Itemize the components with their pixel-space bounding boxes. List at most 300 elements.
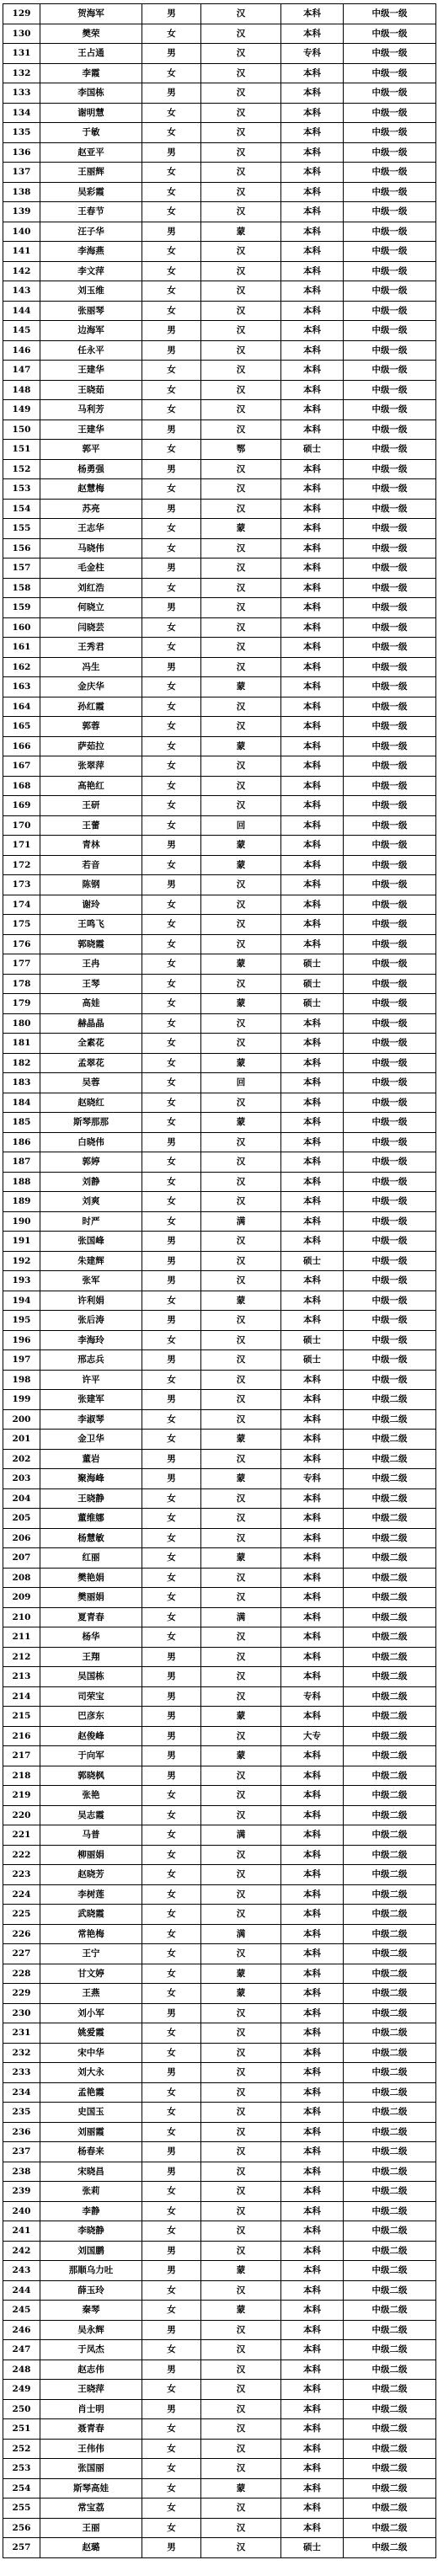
row-number-cell: 207 xyxy=(3,1548,40,1569)
table-row xyxy=(3,1905,436,1925)
rank-cell: 中级一级 xyxy=(344,301,436,321)
education-cell: 本科 xyxy=(281,1825,344,1846)
gender-cell: 男 xyxy=(142,1350,201,1371)
rank-cell: 中级一级 xyxy=(344,1113,436,1133)
table-row xyxy=(3,638,436,658)
education-cell: 本科 xyxy=(281,2241,344,2261)
name-cell: 刘大永 xyxy=(40,2063,142,2083)
rank-cell: 中级一级 xyxy=(344,915,436,935)
ethnicity-cell: 汉 xyxy=(201,1568,281,1588)
ethnicity-cell: 汉 xyxy=(201,479,281,500)
gender-cell: 女 xyxy=(142,2301,201,2321)
rank-cell: 中级一级 xyxy=(344,1053,436,1073)
row-number-cell: 195 xyxy=(3,1311,40,1331)
ethnicity-cell: 汉 xyxy=(201,2023,281,2044)
name-cell: 斯琴高娃 xyxy=(40,2478,142,2499)
table-row xyxy=(3,2082,436,2103)
ethnicity-cell: 汉 xyxy=(201,142,281,163)
row-number-cell: 166 xyxy=(3,736,40,756)
name-cell: 何晓立 xyxy=(40,598,142,618)
rank-cell: 中级二级 xyxy=(344,2142,436,2162)
row-number-cell: 251 xyxy=(3,2419,40,2440)
education-cell: 本科 xyxy=(281,2023,344,2044)
table-row xyxy=(3,321,436,341)
table-row xyxy=(3,2439,436,2459)
gender-cell: 女 xyxy=(142,163,201,183)
row-number-cell: 189 xyxy=(3,1192,40,1212)
table-row xyxy=(3,1232,436,1252)
education-cell: 本科 xyxy=(281,2499,344,2519)
table-row xyxy=(3,1944,436,1964)
gender-cell: 女 xyxy=(142,538,201,558)
name-cell: 汪子华 xyxy=(40,222,142,242)
education-cell: 本科 xyxy=(281,1865,344,1885)
ethnicity-cell: 汉 xyxy=(201,697,281,717)
gender-cell: 男 xyxy=(142,657,201,677)
education-cell: 本科 xyxy=(281,1409,344,1430)
rank-cell: 中级二级 xyxy=(344,2063,436,2083)
table-row xyxy=(3,24,436,44)
education-cell: 本科 xyxy=(281,815,344,836)
table-row xyxy=(3,123,436,143)
ethnicity-cell: 汉 xyxy=(201,2082,281,2103)
rank-cell: 中级二级 xyxy=(344,1409,436,1430)
gender-cell: 女 xyxy=(142,2499,201,2519)
name-cell: 李晓静 xyxy=(40,2221,142,2242)
rank-cell: 中级一级 xyxy=(344,1370,436,1390)
rank-cell: 中级一级 xyxy=(344,1350,436,1371)
education-cell: 本科 xyxy=(281,1509,344,1529)
education-cell: 本科 xyxy=(281,1905,344,1925)
table-row xyxy=(3,1707,436,1727)
gender-cell: 女 xyxy=(142,974,201,994)
row-number-cell: 228 xyxy=(3,1964,40,1984)
table-row xyxy=(3,1667,436,1687)
name-cell: 王建华 xyxy=(40,420,142,440)
gender-cell: 女 xyxy=(142,202,201,222)
table-row xyxy=(3,836,436,856)
ethnicity-cell: 汉 xyxy=(201,1905,281,1925)
name-cell: 朱建辉 xyxy=(40,1251,142,1271)
rank-cell: 中级二级 xyxy=(344,2221,436,2242)
name-cell: 薛玉玲 xyxy=(40,2280,142,2301)
row-number-cell: 148 xyxy=(3,380,40,400)
rank-cell: 中级一级 xyxy=(344,994,436,1014)
rank-cell: 中级一级 xyxy=(344,1311,436,1331)
row-number-cell: 197 xyxy=(3,1350,40,1371)
name-cell: 李海玲 xyxy=(40,1330,142,1350)
table-row xyxy=(3,2320,436,2340)
name-cell: 高娃 xyxy=(40,994,142,1014)
rank-cell: 中级一级 xyxy=(344,1192,436,1212)
table-row xyxy=(3,934,436,954)
gender-cell: 女 xyxy=(142,1845,201,1865)
gender-cell: 女 xyxy=(142,380,201,400)
education-cell: 本科 xyxy=(281,1152,344,1173)
ethnicity-cell: 汉 xyxy=(201,2360,281,2380)
gender-cell: 女 xyxy=(142,2518,201,2538)
row-number-cell: 170 xyxy=(3,815,40,836)
row-number-cell: 242 xyxy=(3,2241,40,2261)
name-cell: 郭蓉 xyxy=(40,717,142,737)
name-cell: 王晓萍 xyxy=(40,2380,142,2400)
ethnicity-cell: 汉 xyxy=(201,2459,281,2479)
ethnicity-cell: 汉 xyxy=(201,2063,281,2083)
ethnicity-cell: 汉 xyxy=(201,2439,281,2459)
row-number-cell: 200 xyxy=(3,1409,40,1430)
ethnicity-cell: 汉 xyxy=(201,1152,281,1173)
gender-cell: 男 xyxy=(142,1390,201,1410)
table-row xyxy=(3,361,436,381)
education-cell: 本科 xyxy=(281,1707,344,1727)
table-row xyxy=(3,2182,436,2202)
row-number-cell: 136 xyxy=(3,142,40,163)
education-cell: 本科 xyxy=(281,163,344,183)
table-row xyxy=(3,261,436,281)
gender-cell: 女 xyxy=(142,1152,201,1173)
education-cell: 本科 xyxy=(281,242,344,262)
gender-cell: 女 xyxy=(142,2478,201,2499)
row-number-cell: 155 xyxy=(3,519,40,539)
education-cell: 专科 xyxy=(281,1686,344,1707)
gender-cell: 男 xyxy=(142,222,201,242)
row-number-cell: 187 xyxy=(3,1152,40,1173)
ethnicity-cell: 汉 xyxy=(201,1350,281,1371)
education-cell: 本科 xyxy=(281,4,344,24)
row-number-cell: 165 xyxy=(3,717,40,737)
education-cell: 本科 xyxy=(281,2439,344,2459)
ethnicity-cell: 汉 xyxy=(201,1132,281,1152)
ethnicity-cell: 汉 xyxy=(201,2142,281,2162)
rank-cell: 中级二级 xyxy=(344,1548,436,1569)
table-row xyxy=(3,756,436,777)
row-number-cell: 220 xyxy=(3,1805,40,1825)
table-row xyxy=(3,519,436,539)
education-cell: 本科 xyxy=(281,2221,344,2242)
name-cell: 常宝荔 xyxy=(40,2499,142,2519)
name-cell: 柳丽娟 xyxy=(40,1845,142,1865)
ethnicity-cell: 汉 xyxy=(201,1944,281,1964)
row-number-cell: 243 xyxy=(3,2261,40,2281)
table-row xyxy=(3,2399,436,2419)
education-cell: 本科 xyxy=(281,519,344,539)
education-cell: 本科 xyxy=(281,499,344,519)
rank-cell: 中级二级 xyxy=(344,1766,436,1786)
table-row xyxy=(3,400,436,420)
table-row xyxy=(3,2122,436,2142)
ethnicity-cell: 汉 xyxy=(201,2182,281,2202)
name-cell: 邢志兵 xyxy=(40,1350,142,1371)
row-number-cell: 206 xyxy=(3,1528,40,1548)
row-number-cell: 196 xyxy=(3,1330,40,1350)
gender-cell: 男 xyxy=(142,2538,201,2558)
ethnicity-cell: 汉 xyxy=(201,875,281,895)
education-cell: 本科 xyxy=(281,1805,344,1825)
gender-cell: 男 xyxy=(142,1132,201,1152)
row-number-cell: 181 xyxy=(3,1034,40,1054)
ethnicity-cell: 汉 xyxy=(201,163,281,183)
education-cell: 本科 xyxy=(281,1884,344,1905)
rank-cell: 中级一级 xyxy=(344,875,436,895)
gender-cell: 女 xyxy=(142,2340,201,2360)
ethnicity-cell: 汉 xyxy=(201,1232,281,1252)
ethnicity-cell: 蒙 xyxy=(201,1746,281,1766)
ethnicity-cell: 汉 xyxy=(201,756,281,777)
gender-cell: 女 xyxy=(142,2082,201,2103)
row-number-cell: 152 xyxy=(3,459,40,479)
name-cell: 杨慧敏 xyxy=(40,1528,142,1548)
education-cell: 本科 xyxy=(281,776,344,796)
education-cell: 本科 xyxy=(281,677,344,697)
education-cell: 本科 xyxy=(281,2142,344,2162)
table-row xyxy=(3,1350,436,1371)
ethnicity-cell: 汉 xyxy=(201,1172,281,1192)
education-cell: 本科 xyxy=(281,2340,344,2360)
education-cell: 硕士 xyxy=(281,974,344,994)
row-number-cell: 163 xyxy=(3,677,40,697)
row-number-cell: 179 xyxy=(3,994,40,1014)
name-cell: 赵亚平 xyxy=(40,142,142,163)
name-cell: 王建华 xyxy=(40,361,142,381)
row-number-cell: 142 xyxy=(3,261,40,281)
row-number-cell: 218 xyxy=(3,1766,40,1786)
table-row xyxy=(3,63,436,83)
row-number-cell: 211 xyxy=(3,1627,40,1648)
ethnicity-cell: 满 xyxy=(201,1825,281,1846)
row-number-cell: 131 xyxy=(3,44,40,64)
name-cell: 李文萍 xyxy=(40,261,142,281)
row-number-cell: 156 xyxy=(3,538,40,558)
table-row xyxy=(3,2478,436,2499)
table-row xyxy=(3,1825,436,1846)
ethnicity-cell: 汉 xyxy=(201,2241,281,2261)
ethnicity-cell: 汉 xyxy=(201,400,281,420)
rank-cell: 中级二级 xyxy=(344,1449,436,1469)
table-row xyxy=(3,558,436,579)
ethnicity-cell: 汉 xyxy=(201,2003,281,2023)
rank-cell: 中级二级 xyxy=(344,1924,436,1944)
ethnicity-cell: 蒙 xyxy=(201,994,281,1014)
rank-cell: 中级一级 xyxy=(344,538,436,558)
rank-cell: 中级一级 xyxy=(344,479,436,500)
rank-cell: 中级一级 xyxy=(344,1291,436,1311)
table-row xyxy=(3,1430,436,1450)
table-row xyxy=(3,1113,436,1133)
education-cell: 本科 xyxy=(281,1271,344,1291)
row-number-cell: 139 xyxy=(3,202,40,222)
name-cell: 刘红浩 xyxy=(40,578,142,598)
gender-cell: 女 xyxy=(142,1825,201,1846)
rank-cell: 中级一级 xyxy=(344,736,436,756)
gender-cell: 女 xyxy=(142,1093,201,1113)
gender-cell: 女 xyxy=(142,1172,201,1192)
education-cell: 本科 xyxy=(281,578,344,598)
name-cell: 张翠萍 xyxy=(40,756,142,777)
education-cell: 本科 xyxy=(281,2201,344,2221)
rank-cell: 中级二级 xyxy=(344,1469,436,1489)
rank-cell: 中级一级 xyxy=(344,1132,436,1152)
education-cell: 本科 xyxy=(281,261,344,281)
rank-cell: 中级二级 xyxy=(344,1488,436,1509)
name-cell: 夏青春 xyxy=(40,1607,142,1627)
education-cell: 本科 xyxy=(281,875,344,895)
gender-cell: 女 xyxy=(142,717,201,737)
ethnicity-cell: 蒙 xyxy=(201,836,281,856)
table-row xyxy=(3,1192,436,1212)
rank-cell: 中级二级 xyxy=(344,2320,436,2340)
ethnicity-cell: 汉 xyxy=(201,1449,281,1469)
gender-cell: 男 xyxy=(142,340,201,361)
gender-cell: 男 xyxy=(142,2162,201,2182)
rank-cell: 中级一级 xyxy=(344,657,436,677)
education-cell: 本科 xyxy=(281,697,344,717)
row-number-cell: 224 xyxy=(3,1884,40,1905)
name-cell: 宋晓昌 xyxy=(40,2162,142,2182)
gender-cell: 男 xyxy=(142,420,201,440)
rank-cell: 中级一级 xyxy=(344,242,436,262)
rank-cell: 中级一级 xyxy=(344,400,436,420)
ethnicity-cell: 汉 xyxy=(201,1667,281,1687)
table-row xyxy=(3,1528,436,1548)
table-row xyxy=(3,2340,436,2360)
name-cell: 于凤杰 xyxy=(40,2340,142,2360)
ethnicity-cell: 汉 xyxy=(201,796,281,816)
name-cell: 樊丽娟 xyxy=(40,1588,142,1608)
education-cell: 本科 xyxy=(281,1093,344,1113)
row-number-cell: 150 xyxy=(3,420,40,440)
education-cell: 本科 xyxy=(281,1984,344,2004)
education-cell: 本科 xyxy=(281,1488,344,1509)
rank-cell: 中级一级 xyxy=(344,1251,436,1271)
table-row xyxy=(3,1686,436,1707)
name-cell: 边海军 xyxy=(40,321,142,341)
rank-cell: 中级二级 xyxy=(344,1845,436,1865)
rank-cell: 中级一级 xyxy=(344,4,436,24)
name-cell: 李海燕 xyxy=(40,242,142,262)
education-cell: 本科 xyxy=(281,222,344,242)
ethnicity-cell: 蒙 xyxy=(201,2478,281,2499)
education-cell: 本科 xyxy=(281,1211,344,1232)
name-cell: 宋中华 xyxy=(40,2043,142,2063)
table-row xyxy=(3,2280,436,2301)
table-row xyxy=(3,1330,436,1350)
table-row xyxy=(3,1211,436,1232)
ethnicity-cell: 汉 xyxy=(201,657,281,677)
table-row xyxy=(3,1548,436,1569)
ethnicity-cell: 汉 xyxy=(201,538,281,558)
table-row xyxy=(3,1073,436,1093)
gender-cell: 女 xyxy=(142,24,201,44)
rank-cell: 中级一级 xyxy=(344,1152,436,1173)
table-row xyxy=(3,855,436,875)
row-number-cell: 171 xyxy=(3,836,40,856)
rank-cell: 中级二级 xyxy=(344,1865,436,1885)
rank-cell: 中级一级 xyxy=(344,815,436,836)
row-number-cell: 201 xyxy=(3,1430,40,1450)
row-number-cell: 161 xyxy=(3,638,40,658)
gender-cell: 女 xyxy=(142,1805,201,1825)
name-cell: 金卫华 xyxy=(40,1430,142,1450)
row-number-cell: 172 xyxy=(3,855,40,875)
name-cell: 赫晶晶 xyxy=(40,1013,142,1034)
name-cell: 谢玲 xyxy=(40,895,142,915)
table-row xyxy=(3,2301,436,2321)
name-cell: 陈钢 xyxy=(40,875,142,895)
gender-cell: 女 xyxy=(142,1786,201,1806)
rank-cell: 中级二级 xyxy=(344,2340,436,2360)
ethnicity-cell: 汉 xyxy=(201,321,281,341)
gender-cell: 女 xyxy=(142,2103,201,2123)
name-cell: 李树莲 xyxy=(40,1884,142,1905)
name-cell: 董岩 xyxy=(40,1449,142,1469)
table-row xyxy=(3,222,436,242)
rank-cell: 中级二级 xyxy=(344,2241,436,2261)
table-row xyxy=(3,1013,436,1034)
gender-cell: 女 xyxy=(142,1013,201,1034)
name-cell: 高艳红 xyxy=(40,776,142,796)
name-cell: 聂青春 xyxy=(40,2419,142,2440)
row-number-cell: 132 xyxy=(3,63,40,83)
gender-cell: 女 xyxy=(142,638,201,658)
row-number-cell: 178 xyxy=(3,974,40,994)
rank-cell: 中级一级 xyxy=(344,1211,436,1232)
ethnicity-cell: 汉 xyxy=(201,2518,281,2538)
ethnicity-cell: 汉 xyxy=(201,2399,281,2419)
rank-cell: 中级一级 xyxy=(344,1172,436,1192)
rank-cell: 中级一级 xyxy=(344,697,436,717)
rank-cell: 中级一级 xyxy=(344,776,436,796)
table-row xyxy=(3,499,436,519)
row-number-cell: 134 xyxy=(3,103,40,123)
ethnicity-cell: 汉 xyxy=(201,1409,281,1430)
row-number-cell: 175 xyxy=(3,915,40,935)
name-cell: 王晓茹 xyxy=(40,380,142,400)
ethnicity-cell: 汉 xyxy=(201,1588,281,1608)
education-cell: 本科 xyxy=(281,142,344,163)
rank-cell: 中级二级 xyxy=(344,1746,436,1766)
rank-cell: 中级二级 xyxy=(344,2162,436,2182)
row-number-cell: 202 xyxy=(3,1449,40,1469)
row-number-cell: 186 xyxy=(3,1132,40,1152)
row-number-cell: 169 xyxy=(3,796,40,816)
row-number-cell: 154 xyxy=(3,499,40,519)
rank-cell: 中级一级 xyxy=(344,598,436,618)
education-cell: 本科 xyxy=(281,2320,344,2340)
rank-cell: 中级二级 xyxy=(344,1607,436,1627)
row-number-cell: 232 xyxy=(3,2043,40,2063)
ethnicity-cell: 汉 xyxy=(201,2280,281,2301)
education-cell: 本科 xyxy=(281,2082,344,2103)
table-row xyxy=(3,1568,436,1588)
gender-cell: 女 xyxy=(142,1370,201,1390)
table-row xyxy=(3,1726,436,1746)
education-cell: 本科 xyxy=(281,1588,344,1608)
table-row xyxy=(3,1865,436,1885)
table-row xyxy=(3,1132,436,1152)
name-cell: 董维娜 xyxy=(40,1509,142,1529)
education-cell: 本科 xyxy=(281,1192,344,1212)
education-cell: 本科 xyxy=(281,202,344,222)
rank-cell: 中级二级 xyxy=(344,1667,436,1687)
name-cell: 马晓伟 xyxy=(40,538,142,558)
ethnicity-cell: 汉 xyxy=(201,1726,281,1746)
table-row xyxy=(3,875,436,895)
table-row xyxy=(3,1786,436,1806)
name-cell: 刘国鹏 xyxy=(40,2241,142,2261)
rank-cell: 中级一级 xyxy=(344,281,436,302)
name-cell: 赵晓红 xyxy=(40,1093,142,1113)
rank-cell: 中级一级 xyxy=(344,459,436,479)
